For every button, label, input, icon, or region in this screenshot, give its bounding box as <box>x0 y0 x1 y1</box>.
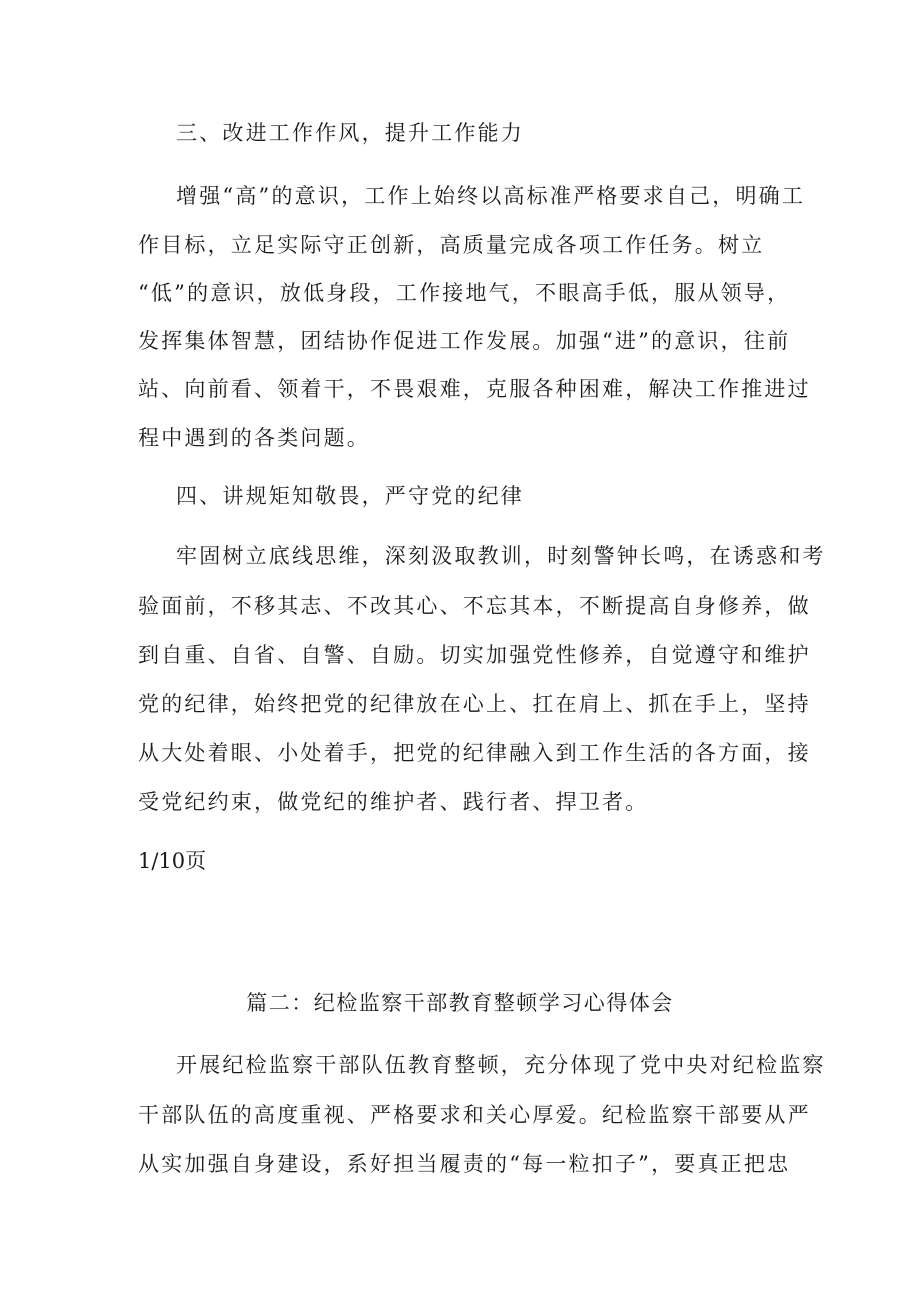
paragraph-line: 受党纪约束，做党纪的维护者、践行者、捍卫者。 <box>138 790 649 814</box>
paragraph-line: 站、向前看、领着干，不畏艰难，克服各种困难，解决工作推进过 <box>138 377 811 401</box>
paragraph-line: 到自重、自省、自警、自励。切实加强党性修养，自觉遵守和维护 <box>138 643 811 667</box>
paragraph-line: 牢固树立底线思维，深刻汲取教训，时刻警钟长鸣，在诱惑和考 <box>176 544 826 568</box>
paragraph-line: 党的纪律，始终把党的纪律放在心上、扛在肩上、抓在手上，坚持 <box>138 692 811 716</box>
article-title: 篇二：纪检监察干部教育整顿学习心得体会 <box>246 991 674 1015</box>
paragraph-line: 从实加强自身建设，系好担当履责的“每一粒扣子”，要真正把忠 <box>138 1152 791 1176</box>
paragraph-line: 程中遇到的各类问题。 <box>138 426 370 450</box>
section-heading-4: 四、讲规矩知敬畏，严守党的纪律 <box>176 484 524 508</box>
paragraph-line: 作目标，立足实际守正创新，高质量完成各项工作任务。树立 <box>138 233 765 257</box>
paragraph-line: “低”的意识，放低身段，工作接地气，不眼高手低，服从领导， <box>138 281 791 305</box>
paragraph-line: 验面前，不移其志、不改其心、不忘其本，不断提高自身修养，做 <box>138 594 811 618</box>
paragraph-line: 开展纪检监察干部队伍教育整顿，充分体现了党中央对纪检监察 <box>176 1053 826 1077</box>
page-number: 1/10页 <box>138 849 207 873</box>
section-heading-3: 三、改进工作作风，提升工作能力 <box>176 121 524 145</box>
paragraph-line: 增强“高”的意识，工作上始终以高标准严格要求自己，明确工 <box>176 184 806 208</box>
paragraph-line: 发挥集体智慧，团结协作促进工作发展。加强“进”的意识，往前 <box>138 329 791 353</box>
paragraph-line: 干部队伍的高度重视、严格要求和关心厚爱。纪检监察干部要从严 <box>138 1103 811 1127</box>
paragraph-line: 从大处着眼、小处着手，把党的纪律融入到工作生活的各方面，接 <box>138 741 811 765</box>
